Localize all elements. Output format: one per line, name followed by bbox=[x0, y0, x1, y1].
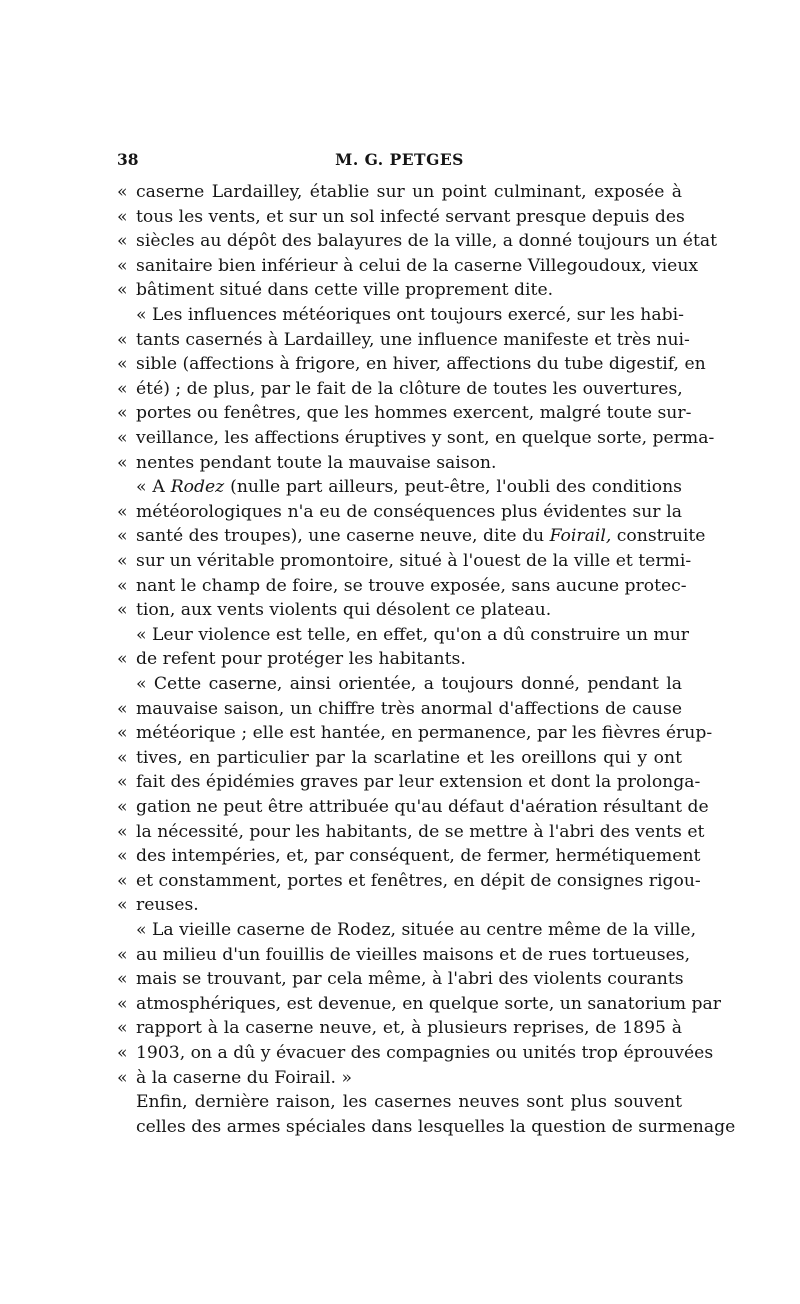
continuation-quote-mark: « bbox=[117, 403, 128, 424]
text-line bbox=[117, 574, 687, 598]
continuation-quote-mark: « bbox=[117, 354, 128, 375]
continuation-quote-mark: « bbox=[117, 1018, 128, 1039]
line-text: tives, en particulier par la scarlatine et les oreillons qui y ont bbox=[136, 747, 682, 768]
line-text: mais se trouvant, par cela même, à l'abri des violents courants bbox=[136, 969, 684, 990]
line-text: « Leur violence est telle, en effet, qu'on a dû construire un mur bbox=[136, 624, 690, 645]
text-line bbox=[117, 205, 685, 229]
continuation-quote-mark: « bbox=[117, 723, 128, 744]
line-text: météorologiques n'a eu de conséquences plus évidentes sur la bbox=[136, 501, 682, 522]
line-text: celles des armes spéciales dans lesquelles la question de surmenage bbox=[136, 1116, 736, 1137]
continuation-quote-mark: « bbox=[117, 944, 128, 965]
continuation-quote-mark: « bbox=[117, 969, 128, 990]
continuation-quote-mark: « bbox=[117, 797, 128, 817]
running-head: M. G. PETGES bbox=[335, 150, 464, 169]
text-line bbox=[117, 254, 699, 278]
text-line bbox=[117, 1115, 736, 1139]
text-line bbox=[117, 647, 682, 671]
line-text: veillance, les affections éruptives y sont, en quelque sorte, perma- bbox=[136, 428, 715, 448]
text-line bbox=[117, 623, 690, 647]
text-line bbox=[117, 918, 697, 942]
text-line bbox=[117, 180, 682, 204]
text-line bbox=[117, 992, 722, 1016]
continuation-quote-mark: « bbox=[117, 870, 128, 891]
text-line bbox=[117, 475, 682, 499]
line-text: tous les vents, et sur un sol infecté servant presque depuis des bbox=[136, 206, 685, 227]
line-text: « A Rodez (nulle part ailleurs, peut-être, l'oubli des conditions bbox=[136, 477, 682, 498]
text-line bbox=[117, 697, 682, 721]
text-line bbox=[117, 795, 709, 819]
line-text: tion, aux vents violents qui désolent ce plateau. bbox=[136, 600, 552, 621]
line-text: sanitaire bien inférieur à celui de la caserne Villegoudoux, vieux bbox=[136, 255, 699, 276]
text-line bbox=[117, 303, 682, 327]
text-line bbox=[117, 598, 682, 622]
text-line bbox=[117, 426, 715, 450]
line-text: rapport à la caserne neuve, et, à plusieurs reprises, de 1895 à bbox=[136, 1018, 682, 1039]
line-text: des intempéries, et, par conséquent, de fermer, hermétiquement bbox=[136, 846, 701, 867]
continuation-quote-mark: « bbox=[117, 452, 128, 473]
continuation-quote-mark: « bbox=[117, 993, 128, 1014]
continuation-quote-mark: « bbox=[117, 182, 128, 202]
line-text: reuses. bbox=[136, 895, 199, 916]
text-line bbox=[117, 500, 682, 524]
text-line bbox=[117, 746, 682, 770]
continuation-quote-mark: « bbox=[117, 575, 128, 596]
line-text: et constamment, portes et fenêtres, en dépit de consignes rigou- bbox=[136, 870, 701, 891]
text-line bbox=[117, 1016, 682, 1040]
text-line bbox=[117, 820, 705, 844]
line-text: siècles au dépôt des balayures de la ville, a donné toujours un état bbox=[136, 231, 718, 252]
continuation-quote-mark: « bbox=[117, 329, 128, 350]
line-text: tants casernés à Lardailley, une influence manifeste et très nui- bbox=[136, 329, 690, 350]
line-text: sible (affections à frigore, en hiver, affections du tube digestif, en bbox=[136, 354, 706, 375]
continuation-quote-mark: « bbox=[117, 526, 128, 547]
text-line bbox=[117, 377, 682, 401]
line-text: de refent pour protéger les habitants. bbox=[136, 649, 466, 670]
text-line bbox=[117, 328, 690, 352]
continuation-quote-mark: « bbox=[117, 1043, 128, 1063]
continuation-quote-mark: « bbox=[117, 846, 128, 867]
text-line bbox=[117, 1041, 714, 1065]
line-text: la nécessité, pour les habitants, de se mettre à l'abri des vents et bbox=[136, 821, 705, 842]
line-text: météorique ; elle est hantée, en permanence, par les fièvres érup- bbox=[136, 723, 713, 744]
line-text: été) ; de plus, par le fait de la clôture de toutes les ouvertures, bbox=[136, 378, 683, 399]
continuation-quote-mark: « bbox=[117, 231, 128, 252]
text-line bbox=[117, 549, 692, 573]
text-line bbox=[117, 451, 682, 475]
line-text: au milieu d'un fouillis de vieilles maisons et de rues tortueuses, bbox=[136, 944, 691, 965]
text-line bbox=[117, 721, 713, 745]
line-text: « Les influences météoriques ont toujours exercé, sur les habi- bbox=[136, 305, 684, 325]
continuation-quote-mark: « bbox=[117, 551, 128, 571]
text-line bbox=[117, 672, 682, 696]
text-line bbox=[117, 869, 701, 893]
line-text: Enfin, dernière raison, les casernes neuves sont plus souvent bbox=[136, 1092, 682, 1113]
line-text: mauvaise saison, un chiffre très anormal d'affections de cause bbox=[136, 698, 682, 719]
continuation-quote-mark: « bbox=[117, 501, 128, 522]
text-line bbox=[117, 1066, 682, 1090]
line-text: sur un véritable promontoire, situé à l'ouest de la ville et termi- bbox=[136, 551, 692, 571]
page-number: 38 bbox=[117, 150, 139, 169]
line-text: atmosphériques, est devenue, en quelque sorte, un sanatorium par bbox=[136, 993, 722, 1014]
text-line bbox=[117, 352, 706, 376]
continuation-quote-mark: « bbox=[117, 895, 128, 916]
text-line bbox=[117, 1090, 682, 1114]
continuation-quote-mark: « bbox=[117, 1067, 128, 1088]
continuation-quote-mark: « bbox=[117, 649, 128, 670]
continuation-quote-mark: « bbox=[117, 206, 128, 227]
text-line bbox=[117, 943, 691, 967]
continuation-quote-mark: « bbox=[117, 428, 128, 448]
text-line bbox=[117, 524, 706, 548]
line-text: « La vieille caserne de Rodez, située au centre même de la ville, bbox=[136, 920, 697, 940]
text-line bbox=[117, 844, 701, 868]
line-text: nentes pendant toute la mauvaise saison. bbox=[136, 452, 497, 473]
continuation-quote-mark: « bbox=[117, 772, 128, 793]
continuation-quote-mark: « bbox=[117, 747, 128, 768]
line-text: nant le champ de foire, se trouve exposée, sans aucune protec- bbox=[136, 575, 687, 596]
text-line bbox=[117, 967, 682, 991]
continuation-quote-mark: « bbox=[117, 378, 128, 399]
text-line bbox=[117, 893, 682, 917]
line-text: 1903, on a dû y évacuer des compagnies ou unités trop éprouvées bbox=[136, 1043, 714, 1063]
text-line bbox=[117, 278, 682, 302]
continuation-quote-mark: « bbox=[117, 280, 128, 301]
line-text: caserne Lardailley, établie sur un point culminant, exposée à bbox=[136, 182, 682, 202]
continuation-quote-mark: « bbox=[117, 255, 128, 276]
text-line bbox=[117, 229, 718, 253]
line-text: gation ne peut être attribuée qu'au défaut d'aération résultant de bbox=[136, 797, 709, 817]
text-line bbox=[117, 401, 692, 425]
continuation-quote-mark: « bbox=[117, 821, 128, 842]
page-header bbox=[117, 150, 682, 170]
line-text: « Cette caserne, ainsi orientée, a toujours donné, pendant la bbox=[136, 674, 682, 694]
line-text: à la caserne du Foirail. » bbox=[136, 1067, 352, 1088]
text-line bbox=[117, 770, 701, 794]
line-text: santé des troupes), une caserne neuve, dite du Foirail, construite bbox=[136, 526, 706, 547]
line-text: fait des épidémies graves par leur extension et dont la prolonga- bbox=[136, 772, 701, 793]
line-text: bâtiment situé dans cette ville proprement dite. bbox=[136, 280, 554, 301]
continuation-quote-mark: « bbox=[117, 698, 128, 719]
continuation-quote-mark: « bbox=[117, 600, 128, 621]
line-text: portes ou fenêtres, que les hommes exercent, malgré toute sur- bbox=[136, 403, 692, 424]
